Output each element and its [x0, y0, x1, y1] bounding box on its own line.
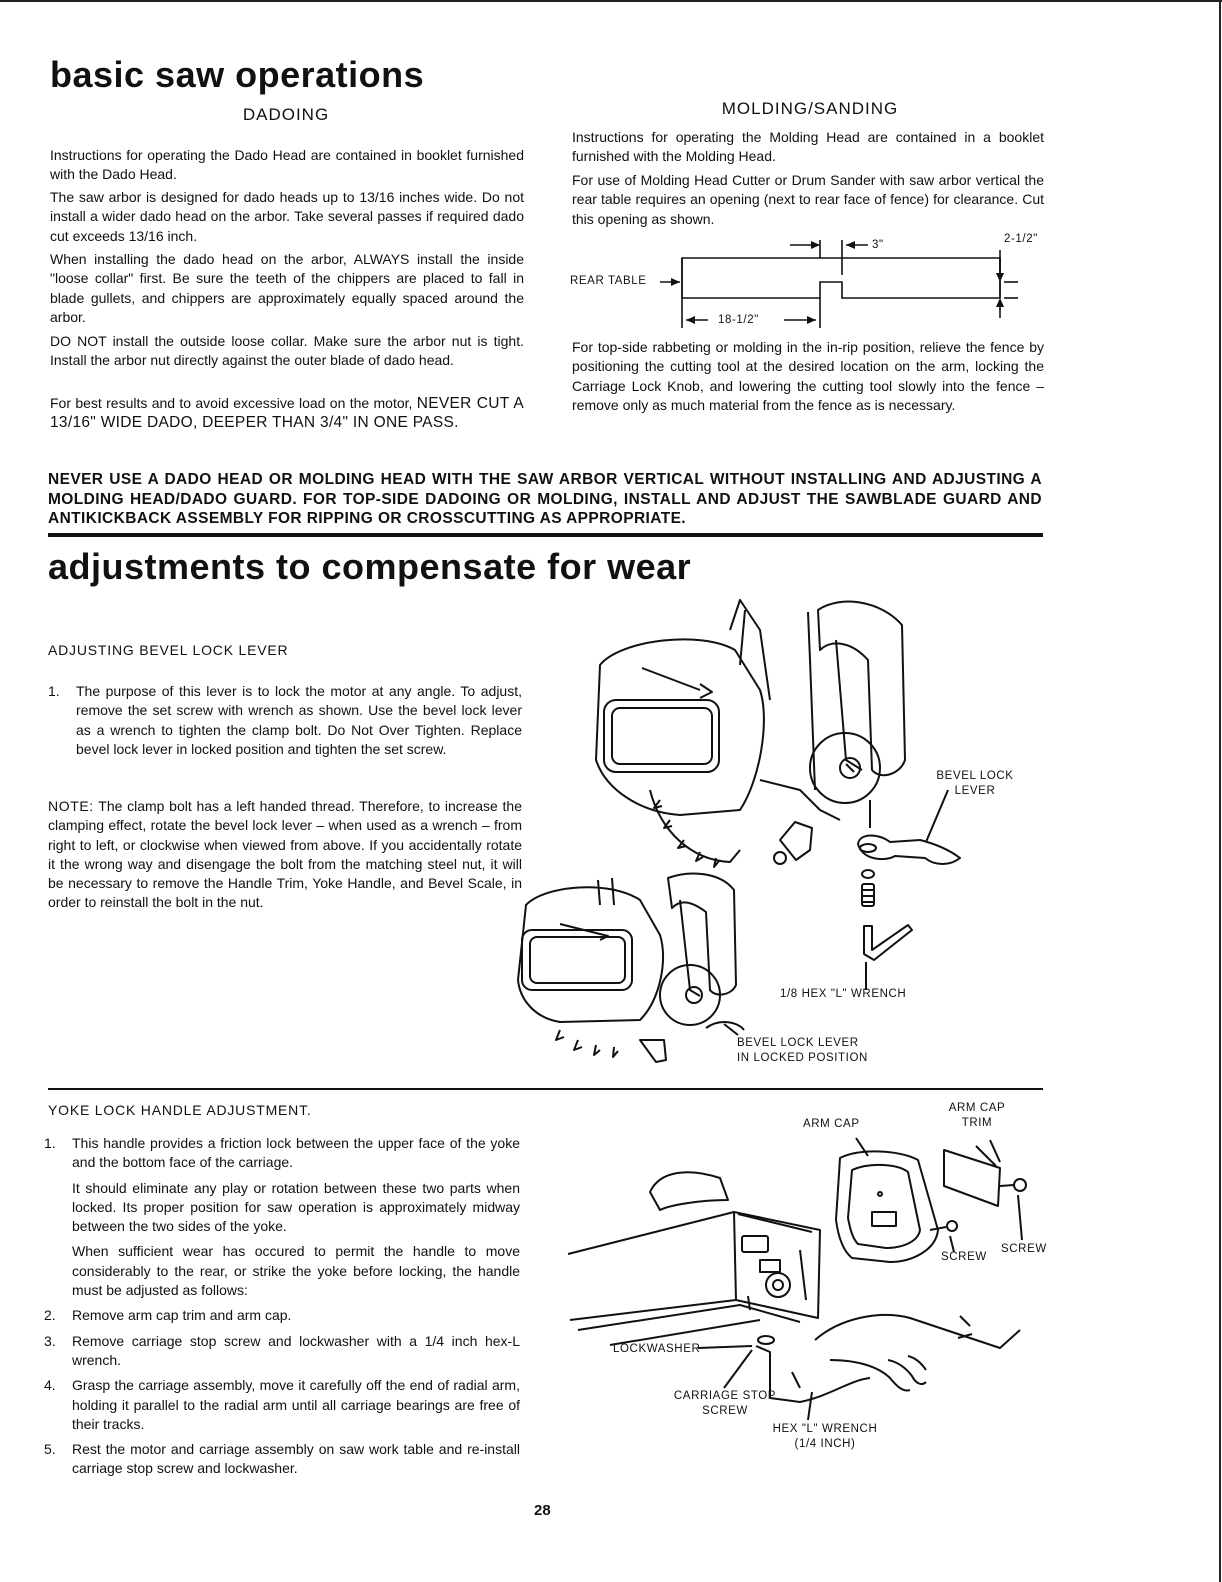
dimension-2-5-label: 2-1/2"	[1004, 233, 1038, 245]
page-right-border	[1219, 0, 1221, 1582]
label-screw-a: SCREW	[941, 1251, 987, 1263]
bevel-step-1	[48, 682, 522, 759]
safety-warning: NEVER USE A DADO HEAD OR MOLDING HEAD WITH THE SAW ARBOR VERTICAL WITHOUT INSTALLING AND ADJUSTING A MOLDING HEAD/DADO GUARD. FOR TOP-SIDE DADOING OR MOLDING, INSTALL AND ADJUST THE SAWBLADE GUARD AND ANTIKICKBACK ASSEMBLY FOR RIPPING OR CROSSCUTTING AS APPROPRIATE.	[48, 471, 1042, 527]
label-arm-cap-trim-line1: ARM CAP	[948, 1102, 1006, 1114]
molding-paragraph-1: Instructions for operating the Molding Head are contained in a booklet furnished with the Molding Head.	[572, 129, 1044, 165]
label-bevel-lock-lever	[925, 769, 1025, 799]
yoke-step-2-number: 2.	[44, 1307, 56, 1324]
label-locked-position-line1: BEVEL LOCK LEVER	[737, 1037, 859, 1049]
molding-paragraph-3: For top-side rabbeting or molding in the in-rip position, relieve the fence by positioning the cutting tool at the desired location on the arm, locking the Carriage Lock Knob, and lowering the cutting tool slowly into the fence – remove only as much material from the fence as is necessary.	[572, 339, 1044, 413]
yoke-steps	[44, 1134, 520, 1485]
page-top-border	[0, 0, 1222, 2]
label-locked-position-line2: IN LOCKED POSITION	[737, 1052, 868, 1064]
label-hex-wrench: 1/8 HEX "L" WRENCH	[780, 988, 907, 1000]
label-hex-l-wrench	[760, 1422, 890, 1452]
bevel-step-1-text: The purpose of this lever is to lock the motor at any angle. To adjust, remove the set screw with wrench as shown. Use the bevel lock lever as a wrench to tighten the clamp bolt. Do Not Over Tighten. Replace bevel lock lever in locked position and tighten the set screw.	[76, 683, 522, 757]
dimension-18-5-label: 18-1/2"	[718, 314, 759, 326]
dadoing-p5-lead: For best results and to avoid excessive load on the motor,	[50, 395, 413, 411]
rear-table-label: REAR TABLE	[570, 275, 647, 287]
label-carriage-stop-screw	[665, 1389, 785, 1419]
dadoing-paragraph-5	[50, 394, 524, 433]
molding-paragraph-2: For use of Molding Head Cutter or Drum Sander with saw arbor vertical the rear table requires an opening (next to rear face of fence) for clearance. Cut this opening as shown.	[572, 172, 1044, 227]
note-label: NOTE:	[48, 798, 94, 814]
label-hex-l-wrench-line2: (1/4 INCH)	[794, 1438, 856, 1450]
section-divider	[48, 533, 1043, 537]
yoke-step-3	[44, 1332, 520, 1371]
bevel-note	[48, 797, 522, 913]
yoke-step-3-text: Remove carriage stop screw and lockwasher with a 1/4 inch hex-L wrench.	[72, 1332, 520, 1368]
label-lockwasher: LOCKWASHER	[613, 1343, 701, 1355]
page-number: 28	[534, 1502, 551, 1519]
label-hex-l-wrench-line1: HEX "L" WRENCH	[772, 1423, 878, 1435]
dadoing-paragraph-4: DO NOT install the outside loose collar. Make sure the arbor nut is tight. Install the arbor nut directly against the outer blade of dado head.	[50, 333, 524, 369]
yoke-step-5	[44, 1440, 520, 1479]
label-carriage-stop-line1: CARRIAGE STOP	[673, 1390, 777, 1402]
section-title-adjustments: adjustments to compensate for wear	[48, 546, 692, 587]
label-arm-cap-trim	[937, 1101, 1017, 1131]
label-bevel-lock-lever-line2: LEVER	[954, 785, 996, 797]
label-arm-cap-trim-line2: TRIM	[961, 1117, 993, 1129]
yoke-step-2	[44, 1306, 520, 1325]
dadoing-paragraph-3: When installing the dado head on the arbor, ALWAYS install the inside "loose collar" first. Be sure the teeth of the chippers are placed to fall in blade gullets, and chippers are approximately equally spaced around the arbor.	[50, 251, 524, 325]
yoke-step-3-number: 3.	[44, 1332, 56, 1349]
yoke-step-2-text: Remove arm cap trim and arm cap.	[72, 1307, 292, 1324]
dimension-3-label: 3"	[872, 239, 884, 251]
dadoing-paragraph-1: Instructions for operating the Dado Head are contained in booklet furnished with the Dado Head.	[50, 147, 524, 183]
label-locked-position	[737, 1036, 868, 1066]
label-carriage-stop-line2: SCREW	[702, 1405, 748, 1417]
note-text: The clamp bolt has a left handed thread. Therefore, to increase the clamping effect, rotate the bevel lock lever – when used as a wrench – from right to left, or clockwise when viewed from above. If you accidentally rotate it the wrong way and disengage the bolt from the matching steel nut, it will be necessary to remove the Handle Trim, Yoke Handle, and Bevel Scale, in order to reinstall the bolt in the nut.	[48, 798, 522, 911]
bevel-steps	[48, 682, 522, 765]
yoke-step-5-number: 5.	[44, 1441, 56, 1458]
yoke-step-5-text: Rest the motor and carriage assembly on saw work table and re-install carriage stop screw and lockwasher.	[72, 1441, 520, 1477]
yoke-step-4	[44, 1376, 520, 1434]
label-screw-b: SCREW	[1001, 1243, 1047, 1255]
label-arm-cap: ARM CAP	[803, 1118, 860, 1130]
yoke-heading: YOKE LOCK HANDLE ADJUSTMENT.	[48, 1102, 312, 1118]
yoke-step-1-extra-2: When sufficient wear has occured to permit the handle to move considerably to the rear, or strike the yoke before locking, the handle must be adjusted as follows:	[72, 1243, 520, 1299]
yoke-step-1-extra-1: It should eliminate any play or rotation between these two parts when locked. Its proper position for saw operation is approximately midway between the two sides of the yoke.	[72, 1179, 520, 1235]
bevel-lock-heading: ADJUSTING BEVEL LOCK LEVER	[48, 642, 289, 658]
label-bevel-lock-lever-line1: BEVEL LOCK	[936, 770, 1014, 782]
yoke-step-1-text: This handle provides a friction lock between the upper face of the yoke and the bottom face of the carriage.	[72, 1135, 520, 1171]
yoke-step-4-number: 4.	[44, 1377, 56, 1394]
dadoing-heading: DADOING	[242, 105, 330, 124]
yoke-divider	[48, 1088, 1043, 1090]
yoke-step-1	[44, 1134, 520, 1300]
section-title-basic: basic saw operations	[50, 54, 425, 95]
bevel-step-1-number: 1.	[48, 683, 60, 699]
dadoing-paragraph-2: The saw arbor is designed for dado heads up to 13/16 inches wide. Do not install a wider dado head on the arbor. Take several passes if required dado cut exceeds 13/16 inch.	[50, 189, 524, 244]
dadoing-p5-caution: NEVER CUT A 13/16" WIDE DADO, DEEPER THAN 3/4" IN ONE PASS.	[50, 395, 525, 432]
yoke-step-4-text: Grasp the carriage assembly, move it carefully off the end of radial arm, holding it parallel to the radial arm until all carriage bearings are free of their tracks.	[72, 1377, 520, 1432]
yoke-step-1-number: 1.	[44, 1135, 56, 1151]
molding-heading: MOLDING/SANDING	[721, 99, 899, 118]
